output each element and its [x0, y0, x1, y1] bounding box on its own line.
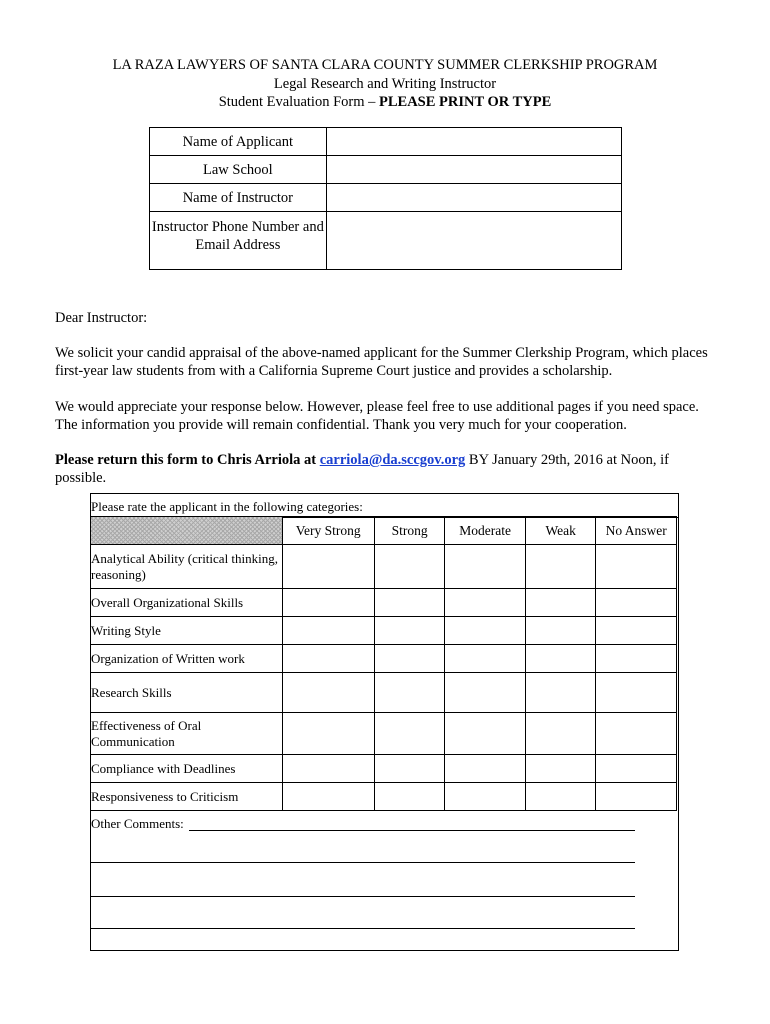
rating-cell-moderate[interactable]: [445, 617, 526, 645]
print-or-type-notice: PLEASE PRINT OR TYPE: [379, 94, 552, 110]
info-row-applicant: [150, 128, 622, 156]
rating-cell-moderate[interactable]: [445, 755, 526, 783]
rating-cell-no-answer[interactable]: [596, 713, 677, 755]
rating-header-row: [91, 517, 677, 545]
rating-cell-strong[interactable]: [374, 589, 445, 617]
organization-title: LA RAZA LAWYERS OF SANTA CLARA COUNTY SUMMER CLERKSHIP PROGRAM: [112, 57, 658, 73]
column-no-answer: No Answer: [596, 517, 677, 545]
rating-cell-weak[interactable]: [525, 589, 595, 617]
law-school-field[interactable]: [326, 156, 621, 184]
rating-cell-no-answer[interactable]: [596, 617, 677, 645]
return-instructions: [55, 451, 715, 487]
other-comments-label: Other Comments:: [91, 816, 184, 831]
comment-line-2[interactable]: [91, 862, 635, 863]
category-label: Organization of Written work: [91, 645, 283, 673]
rating-cell-very-strong[interactable]: [282, 783, 374, 811]
column-very-strong: Very Strong: [282, 517, 374, 545]
comment-line-3[interactable]: [91, 896, 635, 897]
category-label: Effectiveness of Oral Communication: [91, 713, 283, 755]
comment-line-4[interactable]: [91, 928, 635, 929]
instructor-contact-field[interactable]: [326, 212, 621, 270]
rating-cell-moderate[interactable]: [445, 645, 526, 673]
rating-cell-weak[interactable]: [525, 713, 595, 755]
info-row-instructor: [150, 184, 622, 212]
rating-row-oral-communication: [91, 713, 677, 755]
rating-cell-very-strong[interactable]: [282, 545, 374, 589]
rating-cell-moderate[interactable]: [445, 589, 526, 617]
confidentiality-paragraph: We would appreciate your response below. However, please feel free to use additional pages if you need space. The information you provide will remain confidential. Thank you very much for your cooperation.: [55, 399, 699, 433]
rating-cell-no-answer[interactable]: [596, 673, 677, 713]
return-email-link[interactable]: carriola@da.sccgov.org: [319, 452, 466, 468]
rating-section: [90, 493, 679, 951]
rating-cell-very-strong[interactable]: [282, 645, 374, 673]
rating-cell-strong[interactable]: [374, 545, 445, 589]
rating-cell-strong[interactable]: [374, 713, 445, 755]
form-subtitle: Legal Research and Writing Instructor: [273, 75, 497, 92]
rating-row-written-work: [91, 645, 677, 673]
law-school-label: Law School: [150, 156, 327, 184]
return-instructions-lead: Please return this form to Chris Arriola at: [55, 452, 320, 468]
category-label: Responsiveness to Criticism: [91, 783, 283, 811]
category-label: Overall Organizational Skills: [91, 589, 283, 617]
info-row-contact: [150, 212, 622, 270]
rating-cell-moderate[interactable]: [445, 713, 526, 755]
rating-instructions: Please rate the applicant in the following categories:: [91, 499, 678, 518]
rating-cell-very-strong[interactable]: [282, 673, 374, 713]
form-title: [0, 93, 770, 112]
instructor-contact-label: Instructor Phone Number and Email Address: [150, 212, 327, 270]
rating-cell-no-answer[interactable]: [596, 645, 677, 673]
rating-row-writing-style: [91, 617, 677, 645]
applicant-info-table: [149, 127, 622, 270]
applicant-name-label: Name of Applicant: [150, 128, 327, 156]
rating-cell-strong[interactable]: [374, 673, 445, 713]
rating-row-organizational-skills: [91, 589, 677, 617]
rating-cell-weak[interactable]: [525, 673, 595, 713]
instructor-name-label: Name of Instructor: [150, 184, 327, 212]
rating-row-criticism: [91, 783, 677, 811]
column-moderate: Moderate: [445, 517, 526, 545]
rating-cell-very-strong[interactable]: [282, 713, 374, 755]
rating-row-analytical-ability: [91, 545, 677, 589]
form-title-prefix: Student Evaluation Form –: [218, 94, 379, 110]
rating-cell-no-answer[interactable]: [596, 589, 677, 617]
column-weak: Weak: [525, 517, 595, 545]
category-label: Compliance with Deadlines: [91, 755, 283, 783]
info-row-law-school: [150, 156, 622, 184]
rating-cell-moderate[interactable]: [445, 783, 526, 811]
rating-cell-moderate[interactable]: [445, 545, 526, 589]
rating-cell-no-answer[interactable]: [596, 545, 677, 589]
salutation: Dear Instructor:: [55, 310, 148, 326]
rating-cell-weak[interactable]: [525, 617, 595, 645]
rating-table: [90, 516, 677, 811]
rating-cell-weak[interactable]: [525, 783, 595, 811]
rating-cell-strong[interactable]: [374, 645, 445, 673]
rating-cell-very-strong[interactable]: [282, 617, 374, 645]
category-label: Writing Style: [91, 617, 283, 645]
rating-cell-moderate[interactable]: [445, 673, 526, 713]
category-label: Analytical Ability (critical thinking, reasoning): [91, 545, 283, 589]
rating-cell-weak[interactable]: [525, 645, 595, 673]
rating-cell-very-strong[interactable]: [282, 755, 374, 783]
comment-line-1[interactable]: [189, 830, 635, 831]
rating-cell-strong[interactable]: [374, 755, 445, 783]
applicant-name-field[interactable]: [326, 128, 621, 156]
intro-paragraph: We solicit your candid appraisal of the above-named applicant for the Summer Clerkship Program, which places first-year law students from with a California Supreme Court justice and provides a scholarship.: [55, 345, 708, 379]
column-strong: Strong: [374, 517, 445, 545]
rating-row-deadlines: [91, 755, 677, 783]
rating-row-research-skills: [91, 673, 677, 713]
return-deadline: BY January 29th, 2016 at Noon, if possible.: [55, 452, 669, 486]
category-label: Research Skills: [91, 673, 283, 713]
rating-cell-strong[interactable]: [374, 783, 445, 811]
form-header: [0, 56, 770, 112]
rating-cell-strong[interactable]: [374, 617, 445, 645]
instructor-name-field[interactable]: [326, 184, 621, 212]
shaded-header-cell: [91, 517, 283, 545]
rating-cell-no-answer[interactable]: [596, 755, 677, 783]
rating-cell-very-strong[interactable]: [282, 589, 374, 617]
rating-cell-weak[interactable]: [525, 545, 595, 589]
rating-cell-weak[interactable]: [525, 755, 595, 783]
rating-cell-no-answer[interactable]: [596, 783, 677, 811]
